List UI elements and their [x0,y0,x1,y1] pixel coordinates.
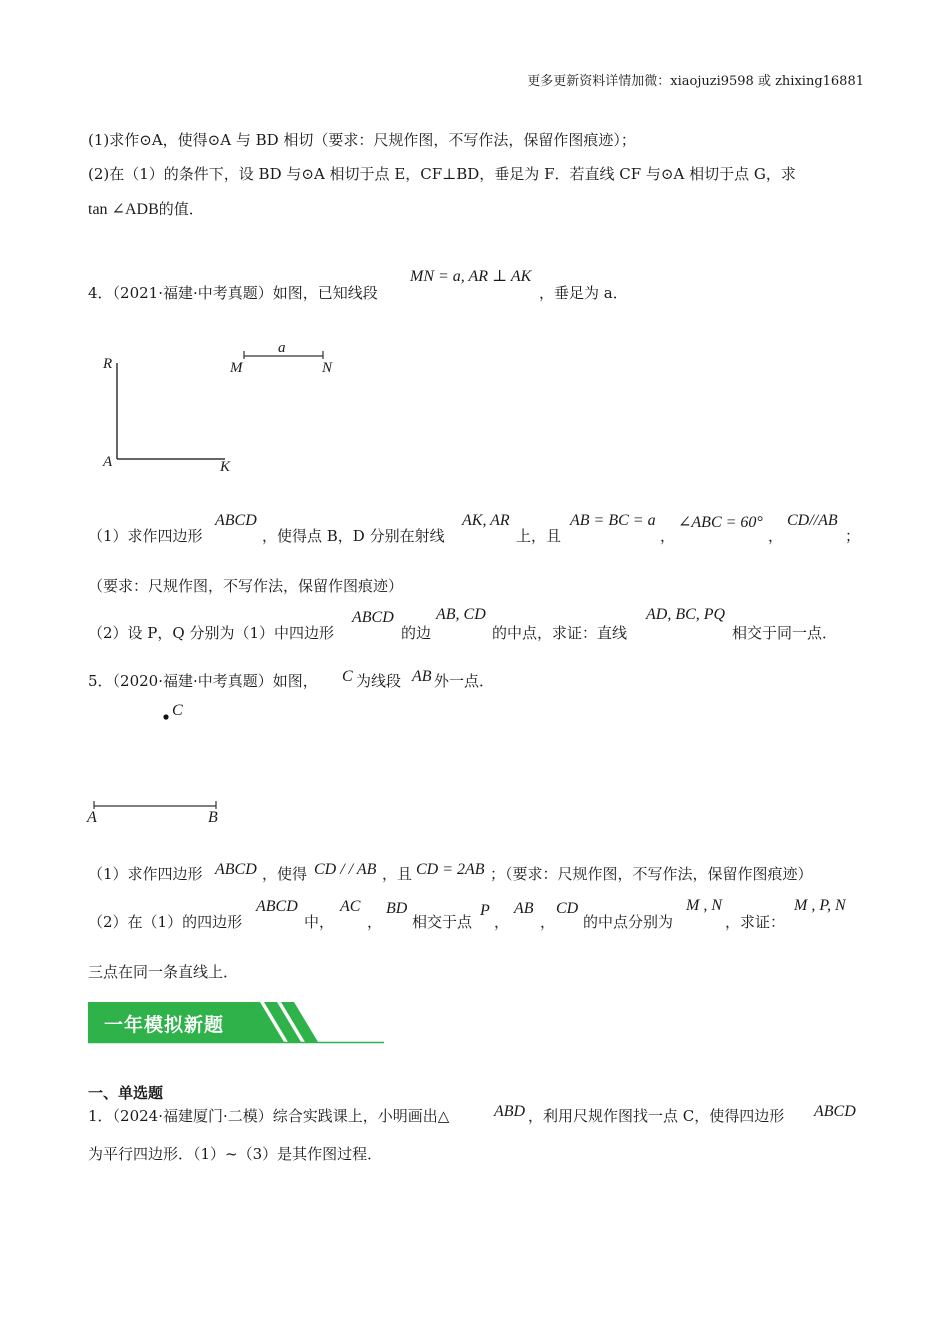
q4-p1-text2: ，使得点 B，D 分别在射线 [262,527,445,545]
section-title: 一、单选题 [88,1084,164,1102]
q4-p1-text3: 上，且 [516,527,562,545]
s1-line1-text2: ，利用尺规作图找一点 C，使得四边形 [528,1107,785,1125]
q4-p1-comma2: ， [768,527,784,545]
q5-p2-ab: AB [514,900,534,917]
q4-p2-text3: 的中点，求证：直线 [492,624,628,642]
q5-intro-c: C [342,668,353,685]
q5-p2-text2: 中， [304,913,335,931]
q4-p1-abcd: ABCD [215,512,257,529]
label-m: M [230,360,243,376]
q5-intro-text2: 为线段 [356,672,402,690]
q4-intro: 4．（2021·福建·中考真题）如图，已知线段 [88,284,378,302]
q4-p2-text4: 相交于同一点． [732,624,838,642]
q4-p1-semicolon: ； [845,527,861,545]
s1-abd: ABD [494,1103,526,1120]
label-c: C [172,702,183,719]
label-r: R [103,356,113,372]
q4-p2-abcd: ABCD [352,609,394,626]
q4-p2-text2: 的边 [401,624,432,642]
q5-p2-mn: M , N [686,897,722,914]
q5-p2-text1: （2）在（1）的四边形 [88,913,243,931]
q4-p1-ab-bc: AB = BC = a [570,512,656,529]
label-a: A [103,454,113,470]
q5-p2-cd: CD [556,900,579,917]
q5-p1-cd-2ab: CD = 2AB [416,861,485,878]
q3-part2-line2 [88,199,204,220]
q5-p2-comma1: ， [367,913,383,931]
q4-p1-ak-ar: AK, AR [462,512,510,529]
q5-intro-text1: 5．（2020·福建·中考真题）如图， [88,672,318,690]
header-note: 更多更新资料详情加微：xiaojuzi9598 或 zhixing16881 [527,74,864,89]
s1-line2: 为平行四边形．（1）~（3）是其作图过程． [88,1145,383,1163]
label-segment-a: a [278,340,286,356]
q4-p2-lines: AD, BC, PQ [646,606,726,623]
s1-line1-text1: 1．（2024·福建厦门·二模）综合实践课上，小明画出△ [88,1107,450,1125]
label-b: B [208,809,218,826]
q5-figure [88,700,248,820]
q5-p1-text4: ；（要求：尺规作图，不写作法，保留作图痕迹） [490,865,813,883]
q4-p2-ab-cd: AB, CD [436,606,486,623]
label-a2: A [87,809,97,826]
q5-p2-text3: 相交于点 [412,913,473,931]
q5-p2-comma3: ， [540,913,556,931]
q5-p2-text4: 的中点分别为 [583,913,674,931]
s1-abcd: ABCD [814,1103,856,1120]
label-k: K [220,459,231,475]
q3-tail: 的值． [158,200,204,218]
q5-p2-text5: ，求证： [725,913,786,931]
q5-intro-ab: AB [412,668,432,685]
q3-part2-line1: (2)在（1）的条件下，设 BD 与⊙A 相切于点 E，CF⊥BD，垂足为 F．若直线 CF 与⊙A 相切于点 G，求 [88,165,796,183]
q5-p2-ac: AC [340,898,361,915]
q3-part1: (1)求作⊙A，使得⊙A 与 BD 相切（要求：尺规作图，不写作法，保留作图痕迹）； [88,131,636,149]
q5-p1-text2: ，使得 [262,865,308,883]
point-c [163,714,168,719]
q5-p2-bd: BD [386,900,408,917]
q5-intro-text3: 外一点． [434,672,495,690]
section-banner [88,1002,384,1044]
q4-p1-angle: ∠ABC = 60° [678,514,763,531]
q4-intro-end: ，垂足为 a． [539,284,628,302]
banner-title: 一年模拟新题 [104,1014,225,1036]
q5-p2-comma2: ， [494,913,510,931]
q5-p2-abcd: ABCD [256,898,298,915]
q3-tan-expression: tan ∠ADB [88,201,159,218]
q5-p2-p: P [480,902,490,919]
q4-p1-cd-ab: CD//AB [787,512,838,529]
q5-p2-mpn: M , P, N [794,897,846,914]
label-n: N [322,360,333,376]
q5-p3: 三点在同一条直线上． [88,963,239,981]
q4-p2-text1: （2）设 P，Q 分别为（1）中四边形 [88,624,335,642]
q5-p1-abcd: ABCD [215,861,257,878]
q5-p1-cd-ab: CD / / AB [314,861,377,878]
q4-p1-requirement: （要求：尺规作图，不写作法，保留作图痕迹） [88,577,404,595]
q4-p1-comma1: ， [660,527,676,545]
q4-intro-math: MN = a, AR ⊥ AK [410,268,532,285]
q4-p1-text1: （1）求作四边形 [88,527,203,545]
q5-p1-text3: ，且 [382,865,413,883]
q5-p1-text1: （1）求作四边形 [88,865,203,883]
